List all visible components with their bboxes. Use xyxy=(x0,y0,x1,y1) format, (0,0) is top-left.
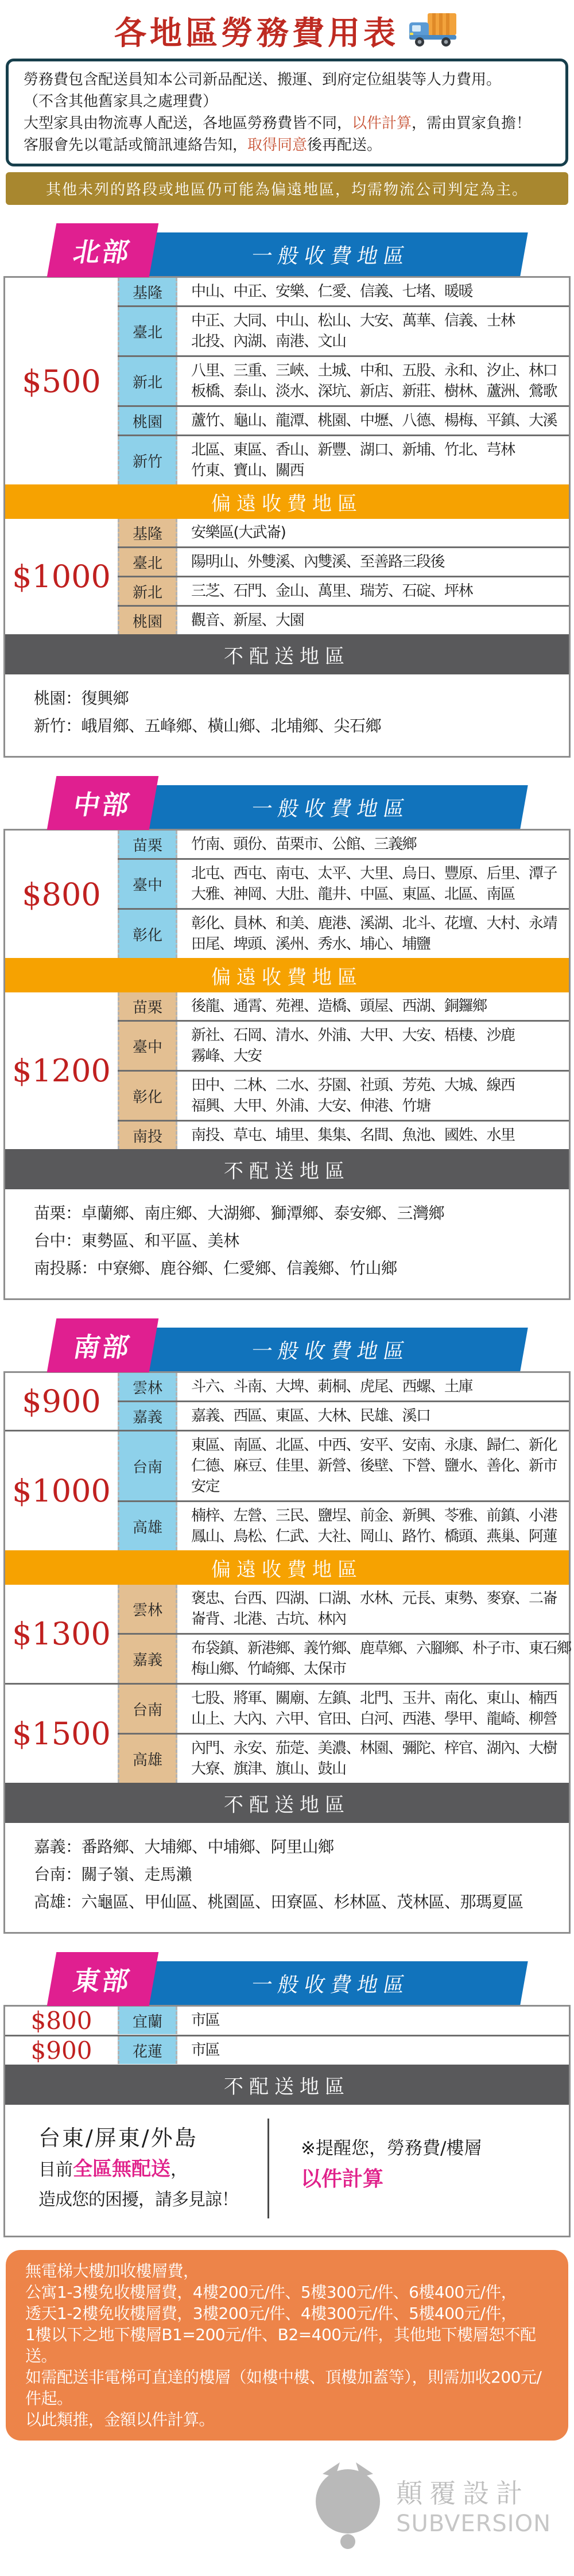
intro-text: （不含其他舊家具之處理費） xyxy=(24,93,218,110)
intro-line xyxy=(24,112,550,134)
no-delivery-line: 南投縣：中寮鄉、鹿谷鄉、仁愛鄉、信義鄉、竹山鄉 xyxy=(34,1259,397,1278)
places-line: 福興、大甲、外浦、大安、伸港、竹塘 xyxy=(191,1097,430,1115)
delivery-truck-icon xyxy=(407,11,460,51)
region-tab-central: 中部 xyxy=(47,776,159,830)
fee-reminder-highlight: 以件計算 xyxy=(301,2167,384,2191)
floor-fee-line: 以此類推，金額以件計算。 xyxy=(25,2410,215,2429)
area-label: 嘉義 xyxy=(118,1402,177,1430)
region-tab-north: 北部 xyxy=(47,223,159,277)
table-row xyxy=(118,546,569,576)
places-cell xyxy=(177,357,569,405)
east-note-left xyxy=(22,2119,269,2218)
price-group xyxy=(5,992,569,1149)
places-cell xyxy=(177,1502,569,1550)
area-label: 宜蘭 xyxy=(118,2007,177,2034)
area-label: 新北 xyxy=(118,577,177,605)
intro-line xyxy=(24,91,550,112)
intro-line xyxy=(24,69,550,91)
places-cell xyxy=(177,307,569,355)
remote-zone-banner: 偏遠收費地區 xyxy=(5,958,569,992)
places-line: 安定 xyxy=(191,1478,220,1495)
price-group xyxy=(5,1430,569,1550)
rows-column xyxy=(118,1585,569,1683)
area-label: 臺中 xyxy=(118,1022,177,1070)
area-label: 苗栗 xyxy=(118,831,177,858)
places-cell xyxy=(177,519,569,546)
no-delivery-banner: 不配送地區 xyxy=(5,2065,569,2105)
places-line: 嘉義、西區、東區、大林、民雄、溪口 xyxy=(191,1407,430,1425)
price-group xyxy=(5,278,569,484)
area-label: 新竹 xyxy=(118,436,177,484)
table-row xyxy=(118,992,569,1020)
intro-text: ，需由買家負擔！ xyxy=(412,115,532,132)
normal-zone-banner: 一般收費地區 xyxy=(134,1328,528,1371)
table-row xyxy=(118,1020,569,1070)
table-row xyxy=(118,576,569,605)
price-group xyxy=(5,1585,569,1683)
intro-text: 大型家具由物流專人配送，各地區勞務費皆不同， xyxy=(24,115,352,132)
table-row xyxy=(118,278,569,305)
table-row xyxy=(118,434,569,484)
places-cell xyxy=(177,992,569,1020)
page-title: 各地區勞務費用表 xyxy=(114,14,399,52)
places-line: 楠梓、左營、三民、鹽埕、前金、新興、苓雅、前鎮、小港 xyxy=(191,1507,557,1524)
table-row xyxy=(118,1685,569,1733)
table-row xyxy=(118,305,569,355)
area-label: 基隆 xyxy=(118,278,177,305)
places-line: 內門、永安、茄萣、美濃、林園、彌陀、梓官、湖內、大樹 xyxy=(191,1740,557,1757)
brand-footer xyxy=(0,2441,574,2576)
places-line: 褒忠、台西、四湖、口湖、水林、元長、東勢、麥寮、二崙 xyxy=(191,1590,557,1607)
no-delivery-banner: 不配送地區 xyxy=(5,1783,569,1823)
places-cell xyxy=(177,1022,569,1070)
area-label: 雲林 xyxy=(118,1585,177,1633)
rows-column xyxy=(118,2007,569,2035)
places-line: 田中、二林、二水、芬園、社頭、芳苑、大城、線西 xyxy=(191,1077,515,1094)
places-line: 霧峰、大安 xyxy=(191,1048,262,1065)
places-line: 鳳山、鳥松、仁武、大社、岡山、路竹、橋頭、燕巢、阿蓮 xyxy=(191,1528,557,1545)
normal-zone-banner: 一般收費地區 xyxy=(134,232,528,276)
price-label: $900 xyxy=(5,1373,118,1430)
table-row xyxy=(118,2036,569,2064)
rows-column xyxy=(118,278,569,484)
places-cell xyxy=(177,436,569,484)
places-line: 新社、石岡、清水、外浦、大甲、大安、梧棲、沙鹿 xyxy=(191,1027,515,1044)
area-label: 嘉義 xyxy=(118,1635,177,1683)
region-tab-south: 南部 xyxy=(47,1318,159,1372)
highlighted-text: 取得同意 xyxy=(247,137,308,154)
east-note-suffix: ， xyxy=(170,2160,188,2180)
zone-table xyxy=(3,829,571,1300)
price-group xyxy=(5,1373,569,1430)
places-cell xyxy=(177,577,569,605)
remote-judgement-note: 其他未列的路段或地區仍可能為偏遠地區，均需物流公司判定為主。 xyxy=(6,172,568,205)
east-note-title: 台東/屏東/外島 xyxy=(38,2125,198,2151)
places-line: 崙背、北港、古坑、林內 xyxy=(191,1611,346,1628)
places-line: 板橋、泰山、淡水、深坑、新店、新莊、樹林、蘆洲、鶯歌 xyxy=(191,383,557,400)
rows-column xyxy=(118,1373,569,1430)
table-row xyxy=(118,1120,569,1149)
places-line: 觀音、新屋、大園 xyxy=(191,612,304,629)
area-label: 基隆 xyxy=(118,519,177,546)
section-header xyxy=(3,223,571,276)
price-group xyxy=(5,519,569,634)
table-row xyxy=(118,1585,569,1633)
places-line: 北屯、西屯、南屯、太平、大里、烏日、豐原、后里、潭子 xyxy=(191,865,557,882)
places-cell xyxy=(177,2036,569,2064)
places-cell xyxy=(177,1373,569,1400)
section-header xyxy=(3,1952,571,2005)
places-cell xyxy=(177,607,569,634)
table-row xyxy=(118,1070,569,1120)
intro-text: 客服會先以電話或簡訊連絡告知， xyxy=(24,137,248,154)
intro-notice-box xyxy=(6,59,568,166)
price-label: $800 xyxy=(5,2007,118,2035)
places-cell xyxy=(177,1585,569,1633)
floor-fee-line: 1樓以下之地下樓層B1=200元/件、B2=400元/件，其他地下樓層恕不配送。 xyxy=(25,2325,536,2365)
area-label: 桃園 xyxy=(118,407,177,434)
places-line: 竹南、頭份、苗栗市、公館、三義鄉 xyxy=(191,836,417,853)
table-row xyxy=(118,1431,569,1500)
price-label: $1000 xyxy=(5,1431,118,1550)
table-row xyxy=(118,1500,569,1550)
places-line: 北區、東區、香山、新豐、湖口、新埔、竹北、芎林 xyxy=(191,441,515,459)
price-group xyxy=(5,2035,569,2065)
floor-fee-line: 如需配送非電梯可直達的樓層（如樓中樓、頂樓加蓋等），則需加收200元/件起。 xyxy=(25,2368,542,2408)
price-group xyxy=(5,831,569,958)
no-delivery-banner: 不配送地區 xyxy=(5,634,569,674)
places-line: 仁德、麻豆、佳里、新營、後壁、下營、鹽水、善化、新市 xyxy=(191,1457,557,1475)
places-cell xyxy=(177,1402,569,1430)
no-delivery-line: 高雄：六龜區、甲仙區、桃園區、田寮區、杉林區、茂林區、那瑪夏區 xyxy=(34,1892,523,1911)
table-row xyxy=(118,1400,569,1430)
places-line: 三芝、石門、金山、萬里、瑞芳、石碇、坪林 xyxy=(191,583,473,600)
no-delivery-line: 嘉義：番路鄉、大埔鄉、中埔鄉、阿里山鄉 xyxy=(34,1837,334,1856)
no-delivery-content xyxy=(5,1189,569,1298)
price-label: $800 xyxy=(5,831,118,958)
east-note-prefix: 目前 xyxy=(38,2160,73,2180)
places-cell xyxy=(177,407,569,434)
no-delivery-line: 新竹：峨眉鄉、五峰鄉、橫山鄉、北埔鄉、尖石鄉 xyxy=(34,716,382,735)
normal-zone-banner: 一般收費地區 xyxy=(134,785,528,829)
brand-name-cjk: 顛覆設計 xyxy=(396,2478,530,2509)
region-tab-east: 東部 xyxy=(47,1952,159,2006)
rows-column xyxy=(118,2036,569,2065)
fee-reminder-line: ※提醒您，勞務費/樓層 xyxy=(301,2138,482,2159)
no-delivery-banner: 不配送地區 xyxy=(5,1149,569,1189)
highlighted-text: 以件計算 xyxy=(352,115,412,132)
places-line: 南投、草屯、埔里、集集、名間、魚池、國姓、水里 xyxy=(191,1127,515,1144)
places-cell xyxy=(177,278,569,305)
places-line: 市區 xyxy=(191,2042,220,2059)
area-label: 高雄 xyxy=(118,1502,177,1550)
rows-column xyxy=(118,831,569,958)
intro-text: 後再配送。 xyxy=(307,137,382,154)
floor-fee-notice-box xyxy=(6,2250,568,2441)
region-section-north xyxy=(0,223,574,758)
no-delivery-line: 台中：東勢區、和平區、美林 xyxy=(34,1231,239,1250)
places-line: 後龍、通霄、苑裡、造橋、頭屋、西湖、銅鑼鄉 xyxy=(191,998,487,1015)
places-line: 田尾、埤頭、溪州、秀水、埔心、埔鹽 xyxy=(191,936,430,953)
places-cell xyxy=(177,831,569,858)
zone-table xyxy=(3,2005,571,2237)
area-label: 彰化 xyxy=(118,1072,177,1120)
remote-zone-banner: 偏遠收費地區 xyxy=(5,484,569,519)
places-line: 八里、三重、三峽、土城、中和、五股、永和、汐止、林口 xyxy=(191,362,557,379)
places-line: 竹東、寶山、關西 xyxy=(191,462,304,479)
price-label: $1300 xyxy=(5,1585,118,1683)
price-label: $1200 xyxy=(5,992,118,1149)
places-line: 東區、南區、北區、中西、安平、安南、永康、歸仁、新化 xyxy=(191,1437,557,1454)
price-group xyxy=(5,1683,569,1783)
area-label: 南投 xyxy=(118,1122,177,1149)
places-line: 蘆竹、龜山、龍潭、桃園、中壢、八德、楊梅、平鎮、大溪 xyxy=(191,412,557,429)
area-label: 彰化 xyxy=(118,910,177,958)
normal-zone-banner: 一般收費地區 xyxy=(134,1961,528,2005)
places-cell xyxy=(177,2007,569,2034)
table-row xyxy=(118,605,569,634)
places-cell xyxy=(177,1072,569,1120)
places-line: 大雅、神岡、大肚、龍井、中區、東區、北區、南區 xyxy=(191,886,515,903)
area-label: 臺中 xyxy=(118,860,177,908)
brand-text xyxy=(396,2473,551,2537)
rows-column xyxy=(118,1685,569,1783)
places-cell xyxy=(177,1735,569,1783)
price-label: $500 xyxy=(5,278,118,484)
area-label: 苗栗 xyxy=(118,992,177,1020)
places-cell xyxy=(177,860,569,908)
area-label: 花蓮 xyxy=(118,2036,177,2064)
places-line: 市區 xyxy=(191,2012,220,2029)
places-line: 斗六、斗南、大埤、莿桐、虎尾、西螺、土庫 xyxy=(191,1378,473,1395)
places-cell xyxy=(177,910,569,958)
region-section-east xyxy=(0,1952,574,2237)
area-label: 台南 xyxy=(118,1431,177,1500)
intro-line xyxy=(24,134,550,156)
zone-table xyxy=(3,1371,571,1934)
table-row xyxy=(118,858,569,908)
floor-fee-line: 透天1-2樓免收樓層費，3樓200元/件、4樓300元/件、5樓400元/件， xyxy=(25,2304,517,2323)
places-cell xyxy=(177,1431,569,1500)
places-line: 安樂區(大武崙) xyxy=(191,524,286,541)
east-note-right xyxy=(269,2119,552,2218)
places-line: 中山、中正、安樂、仁愛、信義、七堵、暖暖 xyxy=(191,283,473,300)
no-delivery-content xyxy=(5,674,569,756)
price-label: $900 xyxy=(5,2036,118,2065)
area-label: 雲林 xyxy=(118,1373,177,1400)
section-header xyxy=(3,776,571,829)
table-row xyxy=(118,1633,569,1683)
section-header xyxy=(3,1318,571,1371)
floor-fee-line: 公寓1-3樓免收樓層費，4樓200元/件、5樓300元/件、6樓400元/件， xyxy=(25,2283,517,2302)
places-cell xyxy=(177,548,569,576)
page-header xyxy=(0,0,574,55)
places-cell xyxy=(177,1635,569,1683)
places-line: 梅山鄉、竹崎鄉、太保市 xyxy=(191,1661,346,1678)
brand-name-latin: SUBVERSION xyxy=(396,2511,551,2537)
places-cell xyxy=(177,1685,569,1733)
price-label: $1000 xyxy=(5,519,118,634)
rows-column xyxy=(118,1431,569,1550)
table-row xyxy=(118,1373,569,1400)
area-label: 臺北 xyxy=(118,548,177,576)
table-row xyxy=(118,908,569,958)
table-row xyxy=(118,2007,569,2034)
table-row xyxy=(118,831,569,858)
remote-zone-banner: 偏遠收費地區 xyxy=(5,1550,569,1585)
no-delivery-line: 台南：關子嶺、走馬瀨 xyxy=(34,1865,192,1884)
region-section-central xyxy=(0,776,574,1300)
area-label: 桃園 xyxy=(118,607,177,634)
places-line: 彰化、員林、和美、鹿港、溪湖、北斗、花壇、大村、永靖 xyxy=(191,915,557,932)
zone-table xyxy=(3,276,571,758)
no-delivery-line: 苗栗：卓蘭鄉、南庄鄉、大湖鄉、獅潭鄉、泰安鄉、三灣鄉 xyxy=(34,1204,445,1223)
east-note-line2 xyxy=(38,2154,258,2185)
area-label: 台南 xyxy=(118,1685,177,1733)
table-row xyxy=(118,405,569,434)
places-line: 中正、大同、中山、松山、大安、萬華、信義、士林 xyxy=(191,312,515,329)
rows-column xyxy=(118,519,569,634)
floor-fee-line: 無電梯大樓加收樓層費， xyxy=(25,2261,199,2280)
places-cell xyxy=(177,1122,569,1149)
price-label: $1500 xyxy=(5,1685,118,1783)
area-label: 臺北 xyxy=(118,307,177,355)
places-line: 七股、將軍、關廟、左鎮、北門、玉井、南化、東山、楠西 xyxy=(191,1690,557,1707)
no-delivery-line: 桃園：復興鄉 xyxy=(34,689,129,708)
table-row xyxy=(118,519,569,546)
area-label: 高雄 xyxy=(118,1735,177,1783)
rows-column xyxy=(118,992,569,1149)
subversion-logo-mark xyxy=(315,2457,381,2553)
table-row xyxy=(118,355,569,405)
places-line: 陽明山、外雙溪、內雙溪、至善路三段後 xyxy=(191,553,445,571)
places-line: 山上、大內、六甲、官田、白河、西港、學甲、龍崎、柳營 xyxy=(191,1710,557,1728)
places-line: 布袋鎮、新港鄉、義竹鄉、鹿草鄉、六腳鄉、朴子市、東石鄉 xyxy=(191,1640,571,1657)
east-note-highlight: 全區無配送 xyxy=(73,2158,170,2181)
places-line: 北投、內湖、南港、文山 xyxy=(191,333,346,350)
intro-text: 勞務費包含配送員知本公司新品配送、搬運、到府定位組裝等人力費用。 xyxy=(24,71,502,88)
no-delivery-content xyxy=(5,1823,569,1932)
table-row xyxy=(118,1733,569,1783)
fee-sections xyxy=(0,223,574,2237)
region-section-south xyxy=(0,1318,574,1934)
places-line: 大寮、旗津、旗山、鼓山 xyxy=(191,1760,346,1778)
price-group xyxy=(5,2007,569,2035)
no-delivery-content-east xyxy=(5,2105,569,2236)
area-label: 新北 xyxy=(118,357,177,405)
east-note-line3: 造成您的困擾，請多見諒！ xyxy=(38,2190,238,2210)
